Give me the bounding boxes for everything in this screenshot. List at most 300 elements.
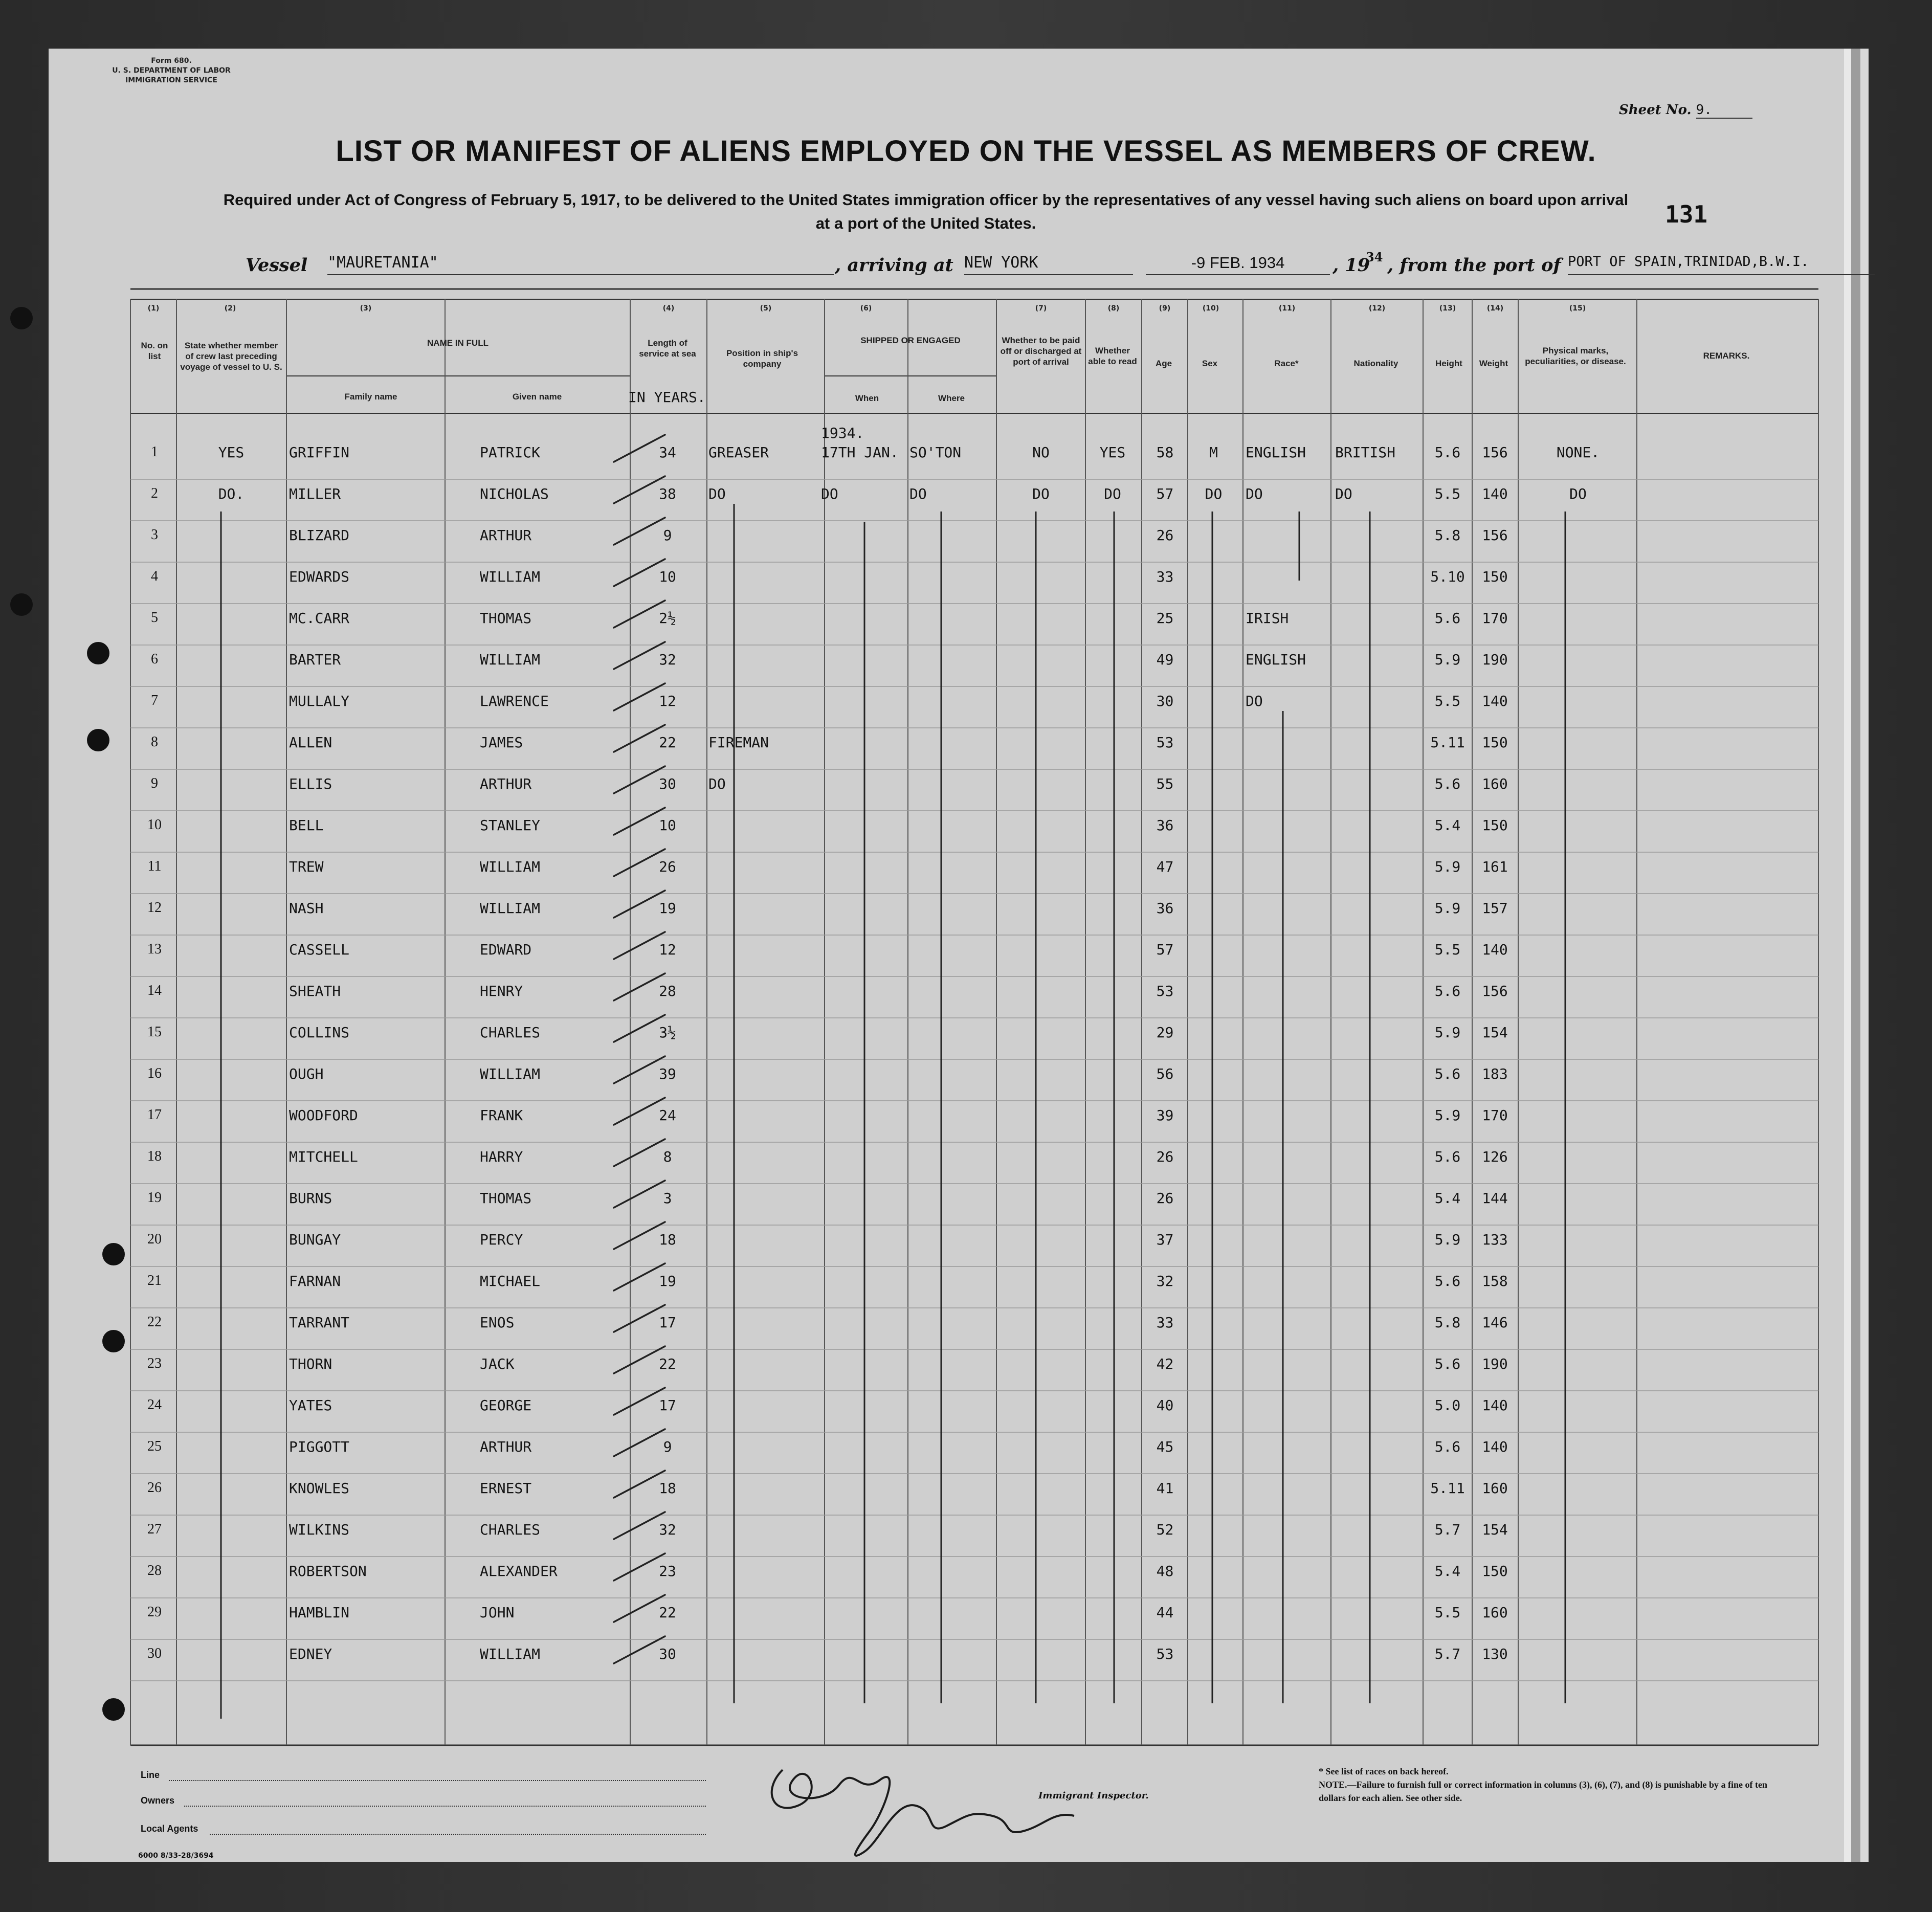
race-cell: ENGLISH (1246, 651, 1306, 668)
family-name-cell: WILKINS (289, 1521, 350, 1538)
length-of-service-cell: 3½ (659, 1024, 676, 1041)
given-name-cell: ARTHUR (480, 527, 532, 544)
agents-field (210, 1833, 706, 1835)
physical-marks-cell: DO (1569, 485, 1587, 502)
family-name-cell: TREW (289, 858, 324, 875)
form-code: 6000 8/33-28/3694 (138, 1852, 214, 1860)
race-cell: DO (1246, 485, 1263, 502)
height-cell: 5.7 (1434, 1521, 1461, 1538)
family-name-cell: BELL (289, 817, 324, 834)
family-name-cell: ALLEN (289, 734, 332, 751)
document-title: LIST OR MANIFEST OF ALIENS EMPLOYED ON THE VESSEL AS MEMBERS OF CREW. (336, 135, 1596, 168)
given-name-cell: PATRICK (480, 444, 541, 461)
position-cell: DO (708, 775, 726, 792)
given-name-cell: THOMAS (480, 610, 532, 627)
row-number: 20 (147, 1231, 162, 1247)
height-cell: 5.8 (1434, 1314, 1461, 1331)
row-number: 8 (151, 734, 158, 750)
header-remarks: REMARKS. (1703, 351, 1750, 361)
height-cell: 5.0 (1434, 1397, 1461, 1414)
given-name-cell: WILLIAM (480, 568, 541, 585)
header-sex: Sex (1202, 359, 1218, 368)
footer-notes (1319, 1765, 1779, 1805)
column-number: (4) (662, 304, 675, 313)
length-of-service-cell: 3 (663, 1190, 672, 1207)
family-name-cell: ELLIS (289, 775, 332, 792)
header-age: Age (1155, 359, 1172, 368)
column-number: (6) (860, 304, 872, 313)
owners-field (184, 1805, 706, 1807)
length-of-service-cell: 39 (659, 1065, 676, 1082)
family-name-cell: TARRANT (289, 1314, 350, 1331)
header-where: Where (938, 393, 965, 403)
height-cell: 5.6 (1434, 444, 1461, 461)
row-number: 9 (151, 775, 158, 791)
sex-cell: DO (1205, 485, 1223, 502)
age-cell: 33 (1156, 1314, 1174, 1331)
weight-cell: 150 (1482, 1563, 1508, 1580)
given-name-cell: NICHOLAS (480, 485, 549, 502)
row-number: 10 (147, 817, 162, 833)
family-name-cell: FARNAN (289, 1273, 341, 1290)
age-cell: 57 (1156, 941, 1174, 958)
weight-cell: 190 (1482, 1355, 1508, 1372)
given-name-cell: HENRY (480, 983, 523, 999)
age-cell: 40 (1156, 1397, 1174, 1414)
age-cell: 36 (1156, 900, 1174, 917)
weight-cell: 154 (1482, 1024, 1508, 1041)
given-name-cell: HARRY (480, 1148, 523, 1165)
family-name-cell: EDWARDS (289, 568, 350, 585)
row-number: 22 (147, 1314, 162, 1330)
header-given-name: Given name (512, 392, 562, 402)
length-of-service-cell: 10 (659, 568, 676, 585)
header-length-of-service: Length of service at sea (639, 338, 696, 359)
given-name-cell: WILLIAM (480, 1065, 541, 1082)
when-cell: 17TH JAN. (821, 444, 899, 461)
when-cell: DO (821, 485, 838, 502)
weight-cell: 160 (1482, 1604, 1508, 1621)
age-cell: 44 (1156, 1604, 1174, 1621)
age-cell: 47 (1156, 858, 1174, 875)
age-cell: 52 (1156, 1521, 1174, 1538)
given-name-cell: JAMES (480, 734, 523, 751)
row-number: 28 (147, 1563, 162, 1578)
age-cell: 42 (1156, 1355, 1174, 1372)
given-name-cell: JOHN (480, 1604, 515, 1621)
row-number: 13 (147, 941, 162, 957)
header-no-on-list: No. on list (141, 341, 168, 361)
row-number: 25 (147, 1438, 162, 1454)
arriving-label: , arriving at (835, 255, 953, 276)
age-cell: 53 (1156, 1646, 1174, 1662)
family-name-cell: MC.CARR (289, 610, 350, 627)
vessel-label: Vessel (246, 255, 308, 276)
row-number: 24 (147, 1397, 162, 1413)
inspector-signature (788, 1749, 792, 1750)
given-name-cell: GEORGE (480, 1397, 532, 1414)
family-name-cell: ROBERTSON (289, 1563, 367, 1580)
height-cell: 5.10 (1430, 568, 1465, 585)
height-cell: 5.5 (1434, 941, 1461, 958)
length-of-service-cell: 32 (659, 651, 676, 668)
arrival-port: NEW YORK (964, 254, 1133, 275)
length-of-service-cell: 12 (659, 941, 676, 958)
age-cell: 39 (1156, 1107, 1174, 1124)
age-cell: 30 (1156, 693, 1174, 709)
length-of-service-cell: 32 (659, 1521, 676, 1538)
header-state: State whether member of crew last preceding voyage of vessel to U. S. (180, 341, 282, 372)
weight-cell: 154 (1482, 1521, 1508, 1538)
length-of-service-cell: 30 (659, 775, 676, 792)
weight-cell: 156 (1482, 983, 1508, 999)
weight-cell: 133 (1482, 1231, 1508, 1248)
weight-cell: 158 (1482, 1273, 1508, 1290)
weight-cell: 150 (1482, 734, 1508, 751)
able-to-read-cell: DO (1104, 485, 1121, 502)
age-cell: 57 (1156, 485, 1174, 502)
vessel-name: "MAURETANIA" (327, 254, 834, 275)
height-cell: 5.5 (1434, 1604, 1461, 1621)
age-cell: 53 (1156, 983, 1174, 999)
age-cell: 25 (1156, 610, 1174, 627)
given-name-cell: ARTHUR (480, 775, 532, 792)
document-subtitle: Required under Act of Congress of February 5, 1917, to be delivered to the United States immigration officer by the representatives of any vessel having such aliens on board upon arrival at a port of the United States. (223, 191, 1629, 232)
row-number: 30 (147, 1646, 162, 1661)
family-name-cell: HAMBLIN (289, 1604, 350, 1621)
family-name-cell: BUNGAY (289, 1231, 341, 1248)
length-of-service-cell: 22 (659, 734, 676, 751)
column-number: (8) (1107, 304, 1120, 313)
weight-cell: 183 (1482, 1065, 1508, 1082)
height-cell: 5.6 (1434, 1273, 1461, 1290)
column-number: (3) (360, 304, 372, 313)
height-cell: 5.6 (1434, 983, 1461, 999)
height-cell: 5.4 (1434, 817, 1461, 834)
nationality-cell: DO (1335, 485, 1352, 502)
row-number: 14 (147, 983, 162, 998)
length-of-service-cell: 17 (659, 1397, 676, 1414)
given-name-cell: ERNEST (480, 1480, 532, 1497)
column-number: (5) (760, 304, 772, 313)
height-cell: 5.6 (1434, 1355, 1461, 1372)
age-cell: 26 (1156, 1148, 1174, 1165)
family-name-cell: BLIZARD (289, 527, 350, 544)
header-paid-off: Whether to be paid off or discharged at port of arrival (1000, 336, 1082, 367)
family-name-cell: SHEATH (289, 983, 341, 999)
given-name-cell: JACK (480, 1355, 515, 1372)
column-number: (11) (1278, 304, 1296, 313)
weight-cell: 170 (1482, 1107, 1508, 1124)
header-family-name: Family name (344, 392, 397, 402)
height-cell: 5.9 (1434, 858, 1461, 875)
family-name-cell: BURNS (289, 1190, 332, 1207)
age-cell: 55 (1156, 775, 1174, 792)
weight-cell: 161 (1482, 858, 1508, 875)
row-number: 4 (151, 568, 158, 584)
row-number: 16 (147, 1065, 162, 1081)
form-department: U. S. DEPARTMENT OF LABOR (112, 66, 231, 75)
length-of-service-cell: 22 (659, 1355, 676, 1372)
height-cell: 5.11 (1430, 1480, 1465, 1497)
state-cell: DO. (218, 485, 245, 502)
position-cell: GREASER (708, 444, 769, 461)
race-cell: IRISH (1246, 610, 1289, 627)
height-cell: 5.6 (1434, 1065, 1461, 1082)
weight-cell: 157 (1482, 900, 1508, 917)
family-name-cell: EDNEY (289, 1646, 332, 1662)
column-number: (9) (1159, 304, 1171, 313)
height-cell: 5.7 (1434, 1646, 1461, 1662)
from-port-label: , from the port of (1387, 255, 1561, 276)
length-of-service-cell: 22 (659, 1604, 676, 1621)
header-when: When (855, 393, 879, 403)
family-name-cell: MULLALY (289, 693, 350, 709)
family-name-cell: OUGH (289, 1065, 324, 1082)
weight-cell: 156 (1482, 527, 1508, 544)
weight-cell: 140 (1482, 1397, 1508, 1414)
given-name-cell: STANLEY (480, 817, 541, 834)
length-of-service-cell: 9 (663, 527, 672, 544)
family-name-cell: CASSELL (289, 941, 350, 958)
given-name-cell: CHARLES (480, 1024, 541, 1041)
sheet-number-value: 9. (1696, 102, 1752, 119)
age-cell: 33 (1156, 568, 1174, 585)
column-number: (14) (1486, 304, 1504, 313)
given-name-cell: PERCY (480, 1231, 523, 1248)
age-cell: 37 (1156, 1231, 1174, 1248)
height-cell: 5.11 (1430, 734, 1465, 751)
line-label: Line (141, 1770, 160, 1780)
given-name-cell: MICHAEL (480, 1273, 541, 1290)
age-cell: 45 (1156, 1438, 1174, 1455)
year-value: 34 (1366, 250, 1383, 264)
row-number: 3 (151, 527, 158, 543)
length-units: IN YEARS. (628, 389, 706, 406)
given-name-cell: FRANK (480, 1107, 523, 1124)
where-cell: SO'TON (909, 444, 962, 461)
sex-cell: M (1209, 444, 1218, 461)
family-name-cell: YATES (289, 1397, 332, 1414)
row-number: 21 (147, 1273, 162, 1288)
age-cell: 41 (1156, 1480, 1174, 1497)
weight-cell: 160 (1482, 1480, 1508, 1497)
row-number: 19 (147, 1190, 162, 1206)
age-cell: 26 (1156, 527, 1174, 544)
given-name-cell: EDWARD (480, 941, 532, 958)
column-number: (13) (1439, 304, 1456, 313)
length-of-service-cell: 24 (659, 1107, 676, 1124)
row-number: 6 (151, 651, 158, 667)
family-name-cell: GRIFFIN (289, 444, 350, 461)
length-of-service-cell: 19 (659, 900, 676, 917)
age-cell: 49 (1156, 651, 1174, 668)
height-cell: 5.6 (1434, 775, 1461, 792)
given-name-cell: WILLIAM (480, 900, 541, 917)
height-cell: 5.6 (1434, 610, 1461, 627)
length-of-service-cell: 19 (659, 1273, 676, 1290)
age-cell: 26 (1156, 1190, 1174, 1207)
family-name-cell: NASH (289, 900, 324, 917)
penalty-note: NOTE.—Failure to furnish full or correct information in columns (3), (6), (7), and (8) is punishable by a fine of ten dollars for each alien. See other side. (1319, 1780, 1768, 1803)
height-cell: 5.6 (1434, 1148, 1461, 1165)
where-cell: DO (909, 485, 927, 502)
given-name-cell: THOMAS (480, 1190, 532, 1207)
signature-stroke (772, 1770, 1074, 1856)
row-number: 17 (147, 1107, 162, 1123)
owners-label: Owners (141, 1795, 175, 1806)
stamp-number: 131 (1665, 201, 1708, 228)
height-cell: 5.9 (1434, 1231, 1461, 1248)
line-field (169, 1779, 706, 1781)
weight-cell: 126 (1482, 1148, 1508, 1165)
height-cell: 5.5 (1434, 485, 1461, 502)
height-cell: 5.6 (1434, 1438, 1461, 1455)
paid-off-cell: DO (1032, 485, 1050, 502)
family-name-cell: MILLER (289, 485, 341, 502)
weight-cell: 144 (1482, 1190, 1508, 1207)
row-number: 23 (147, 1355, 162, 1371)
row-number: 29 (147, 1604, 162, 1620)
header-weight: Weight (1479, 359, 1508, 368)
height-cell: 5.9 (1434, 651, 1461, 668)
column-number: (10) (1202, 304, 1219, 313)
length-of-service-cell: 12 (659, 693, 676, 709)
weight-cell: 160 (1482, 775, 1508, 792)
age-cell: 53 (1156, 734, 1174, 751)
weight-cell: 130 (1482, 1646, 1508, 1662)
age-cell: 48 (1156, 1563, 1174, 1580)
race-cell: ENGLISH (1246, 444, 1306, 461)
length-of-service-cell: 8 (663, 1148, 672, 1165)
race-cell: DO (1246, 693, 1263, 709)
given-name-cell: ENOS (480, 1314, 515, 1331)
age-cell: 36 (1156, 817, 1174, 834)
given-name-cell: WILLIAM (480, 1646, 541, 1662)
able-to-read-cell: YES (1099, 444, 1126, 461)
column-number: (1) (147, 304, 160, 313)
age-cell: 56 (1156, 1065, 1174, 1082)
family-name-cell: BARTER (289, 651, 341, 668)
row-number: 7 (151, 693, 158, 708)
row-number: 18 (147, 1148, 162, 1164)
length-of-service-cell: 2½ (659, 610, 676, 627)
weight-cell: 146 (1482, 1314, 1508, 1331)
inspector-label: Immigrant Inspector. (1038, 1790, 1149, 1801)
column-number: (7) (1035, 304, 1047, 313)
weight-cell: 140 (1482, 941, 1508, 958)
header-height: Height (1435, 359, 1462, 368)
weight-cell: 170 (1482, 610, 1508, 627)
form-service: IMMIGRATION SERVICE (125, 76, 217, 84)
form-number: Form 680. (151, 57, 192, 65)
length-of-service-cell: 23 (659, 1563, 676, 1580)
row-number: 5 (151, 610, 158, 626)
length-of-service-cell: 28 (659, 983, 676, 999)
length-of-service-cell: 9 (663, 1438, 672, 1455)
races-note: * See list of races on back hereof. (1319, 1766, 1449, 1776)
weight-cell: 140 (1482, 1438, 1508, 1455)
given-name-cell: WILLIAM (480, 858, 541, 875)
state-cell: YES (218, 444, 245, 461)
age-cell: 29 (1156, 1024, 1174, 1041)
given-name-cell: LAWRENCE (480, 693, 549, 709)
length-of-service-cell: 38 (659, 485, 676, 502)
header-nationality: Nationality (1353, 359, 1398, 368)
given-name-cell: ARTHUR (480, 1438, 532, 1455)
row-number: 2 (151, 485, 158, 501)
column-number: (2) (224, 304, 236, 313)
family-name-cell: THORN (289, 1355, 332, 1372)
family-name-cell: COLLINS (289, 1024, 350, 1041)
header-physical-marks: Physical marks, peculiarities, or disease. (1525, 346, 1626, 366)
row-number: 26 (147, 1480, 162, 1496)
when-year-cell: 1934. (821, 425, 864, 441)
weight-cell: 140 (1482, 485, 1508, 502)
length-of-service-cell: 34 (659, 444, 676, 461)
physical-marks-cell: NONE. (1556, 444, 1600, 461)
family-name-cell: KNOWLES (289, 1480, 350, 1497)
weight-cell: 140 (1482, 693, 1508, 709)
length-of-service-cell: 18 (659, 1231, 676, 1248)
height-cell: 5.5 (1434, 693, 1461, 709)
family-name-cell: WOODFORD (289, 1107, 358, 1124)
height-cell: 5.8 (1434, 527, 1461, 544)
year-label: , 19 (1333, 255, 1370, 276)
weight-cell: 150 (1482, 817, 1508, 834)
departure-port: PORT OF SPAIN,TRINIDAD,B.W.I. (1568, 254, 1875, 275)
given-name-cell: CHARLES (480, 1521, 541, 1538)
given-name-cell: ALEXANDER (480, 1563, 558, 1580)
column-number: (12) (1368, 304, 1386, 313)
length-of-service-cell: 26 (659, 858, 676, 875)
position-cell: FIREMAN (708, 734, 769, 751)
row-number: 12 (147, 900, 162, 916)
family-name-cell: PIGGOTT (289, 1438, 350, 1455)
weight-cell: 150 (1482, 568, 1508, 585)
height-cell: 5.9 (1434, 1024, 1461, 1041)
sheet-number-label: Sheet No. (1619, 102, 1692, 118)
row-number: 27 (147, 1521, 162, 1537)
agents-label: Local Agents (141, 1824, 198, 1834)
header-race: Race* (1274, 359, 1299, 368)
nationality-cell: BRITISH (1335, 444, 1396, 461)
height-cell: 5.9 (1434, 1107, 1461, 1124)
family-name-cell: MITCHELL (289, 1148, 358, 1165)
height-cell: 5.4 (1434, 1190, 1461, 1207)
position-cell: DO (708, 485, 726, 502)
length-of-service-cell: 18 (659, 1480, 676, 1497)
weight-cell: 190 (1482, 651, 1508, 668)
paid-off-cell: NO (1032, 444, 1050, 461)
header-shipped-or-engaged: SHIPPED OR ENGAGED (860, 336, 961, 345)
column-number: (15) (1569, 304, 1586, 313)
height-cell: 5.9 (1434, 900, 1461, 917)
header-able-to-read: Whether able to read (1088, 346, 1137, 366)
row-number: 15 (147, 1024, 162, 1040)
height-cell: 5.4 (1434, 1563, 1461, 1580)
header-name-in-full: NAME IN FULL (427, 338, 488, 348)
age-cell: 32 (1156, 1273, 1174, 1290)
age-cell: 58 (1156, 444, 1174, 461)
weight-cell: 156 (1482, 444, 1508, 461)
row-number: 1 (151, 444, 158, 460)
header-position: Position in ship's company (726, 348, 798, 369)
length-of-service-cell: 30 (659, 1646, 676, 1662)
row-number: 11 (147, 858, 162, 874)
length-of-service-cell: 17 (659, 1314, 676, 1331)
length-of-service-cell: 10 (659, 817, 676, 834)
